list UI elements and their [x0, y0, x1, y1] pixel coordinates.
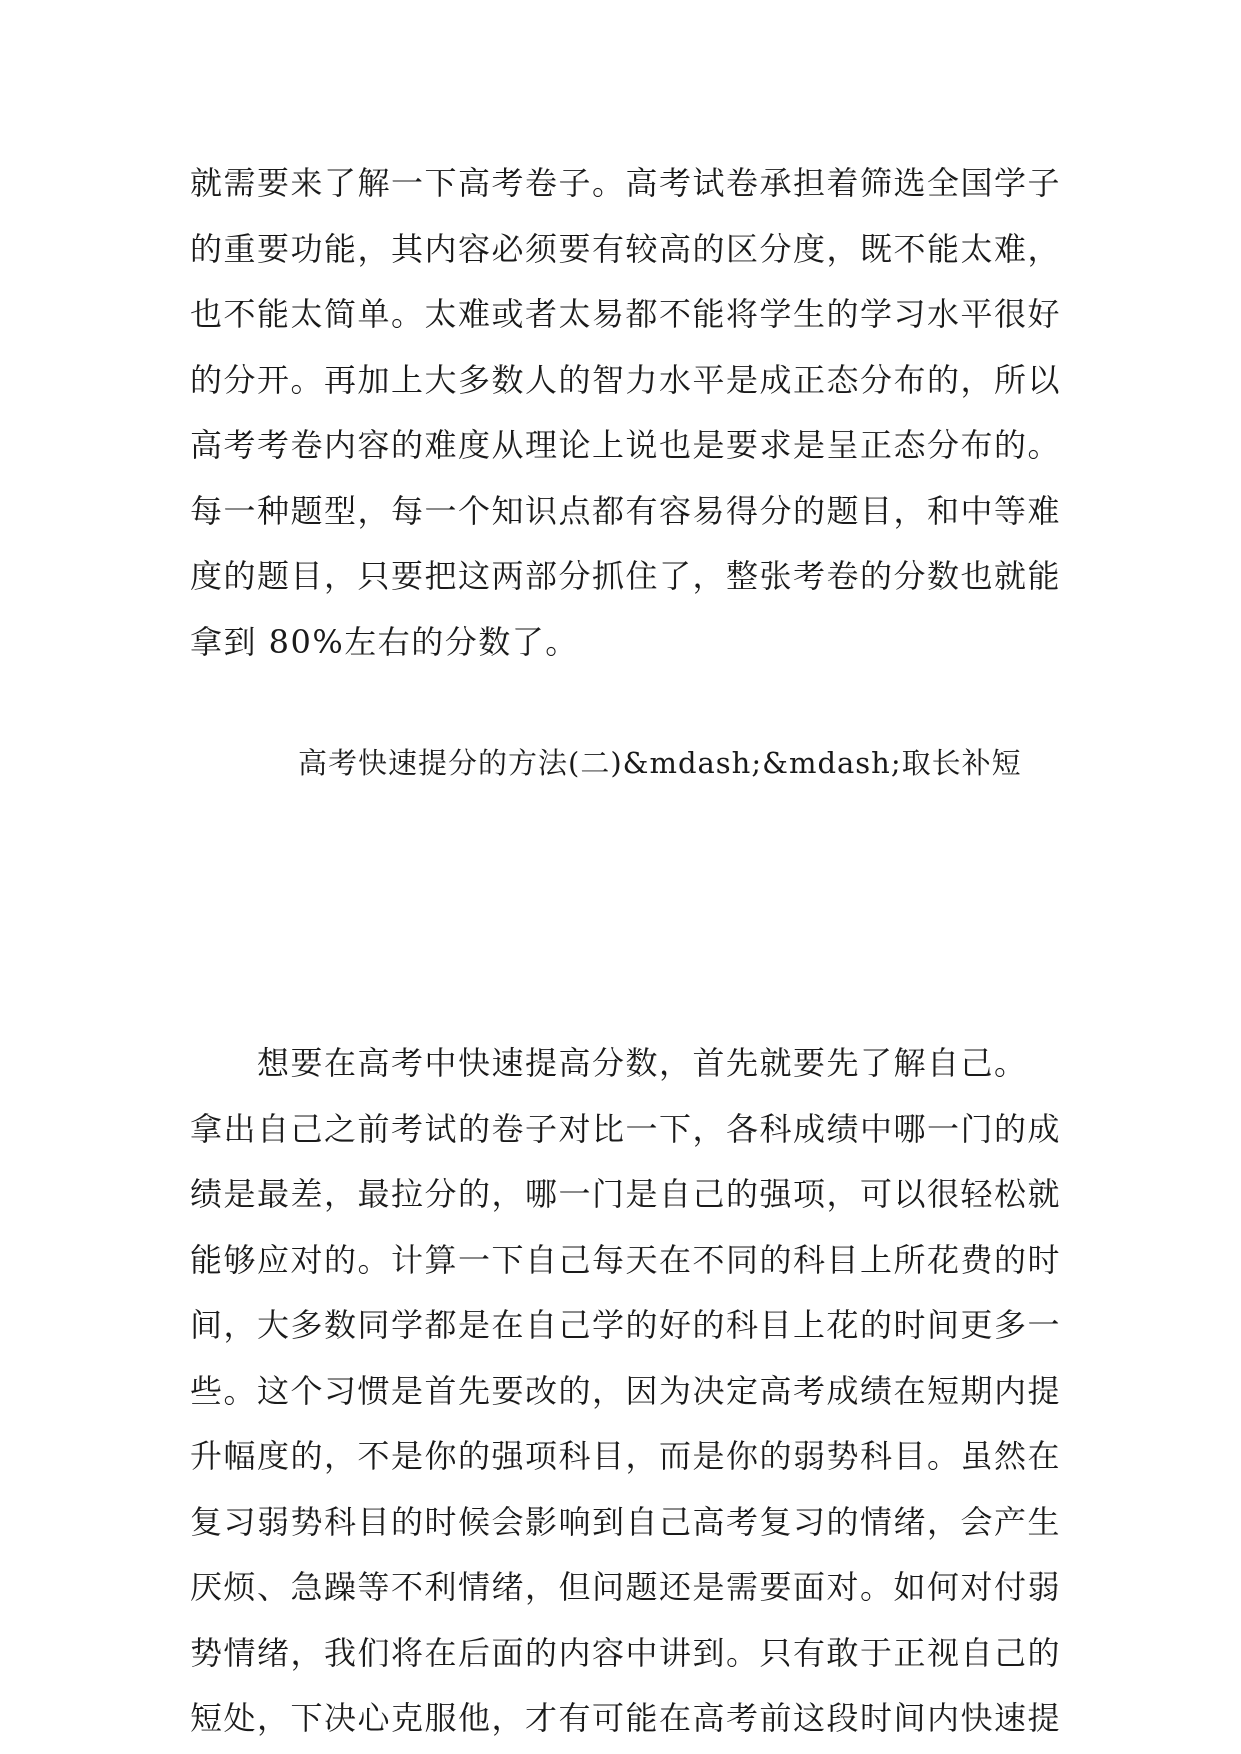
text-line: 能够应对的。计算一下自己每天在不同的科目上所花费的时 — [190, 1240, 1062, 1279]
text-line: 度的题目，只要把这两部分抓住了，整张考卷的分数也就能 — [190, 557, 1062, 595]
body-paragraph-2 — [190, 1031, 1061, 1752]
text-line: 间，大多数同学都是在自己学的好的科目上花的时间更多一 — [190, 1306, 1062, 1344]
text-line: 势情绪，我们将在后面的内容中讲到。只有敢于正视自己的 — [190, 1633, 1062, 1672]
text-line: 想要在高考中快速提高分数，首先就要先了解自己。 — [190, 1044, 1028, 1082]
text-line: 复习弱势科目的时候会影响到自己高考复习的情绪，会产生 — [190, 1502, 1062, 1541]
text-line: 每一种题型，每一个知识点都有容易得分的题目，和中等难 — [190, 491, 1062, 530]
text-line: 拿到 80%左右的分数了。 — [190, 622, 579, 661]
text-line: 也不能太简单。太难或者太易都不能将学生的学习水平很好 — [190, 295, 1062, 333]
text-line: 些。这个习惯是首先要改的，因为决定高考成绩在短期内提 — [190, 1371, 1062, 1410]
text-line: 就需要来了解一下高考卷子。高考试卷承担着筛选全国学子 — [190, 164, 1062, 202]
text-line: 升幅度的，不是你的强项科目，而是你的弱势科目。虽然在 — [190, 1437, 1062, 1475]
text-line: 的重要功能，其内容必须要有较高的区分度，既不能太难， — [190, 229, 1062, 268]
section-heading: 高考快速提分的方法(二)&mdash;&mdash;取长补短 — [298, 746, 1022, 780]
text-line: 厌烦、急躁等不利情绪，但问题还是需要面对。如何对付弱 — [190, 1568, 1062, 1606]
text-line: 绩是最差，最拉分的，哪一门是自己的强项，可以很轻松就 — [190, 1175, 1062, 1213]
body-paragraph-1 — [190, 151, 1061, 675]
text-line: 的分开。再加上大多数人的智力水平是成正态分布的，所以 — [190, 360, 1062, 399]
text-line: 高考考卷内容的难度从理论上说也是要求是呈正态分布的。 — [190, 426, 1062, 464]
text-line: 拿出自己之前考试的卷子对比一下，各科成绩中哪一门的成 — [190, 1109, 1062, 1148]
text-line: 短处，下决心克服他，才有可能在高考前这段时间内快速提 — [190, 1699, 1062, 1737]
